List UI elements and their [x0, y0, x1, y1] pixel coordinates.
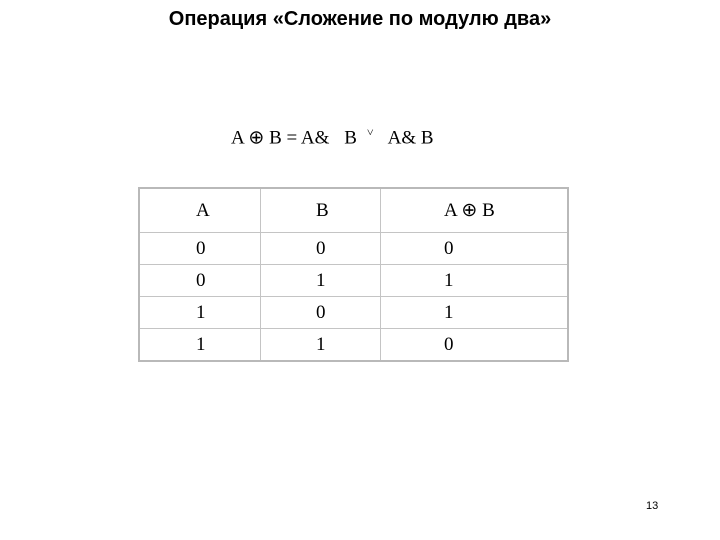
table-row	[139, 233, 568, 265]
table-cell: 1	[261, 329, 381, 362]
header-cell-a: A	[139, 188, 261, 233]
formula-lhs: A ⊕ B = A&	[231, 127, 335, 149]
table-cell: 1	[381, 265, 569, 297]
table-header-row	[139, 188, 568, 233]
formula-rhs: A& B	[387, 127, 434, 149]
truth-table	[138, 187, 569, 362]
table-cell: 0	[139, 265, 261, 297]
formula-mid: B	[344, 127, 357, 149]
xor-formula	[231, 125, 434, 149]
page-number: 13	[646, 500, 659, 512]
table-row	[139, 265, 568, 297]
table-cell: 0	[381, 329, 569, 362]
slide-title: Операция «Сложение по модулю два»	[168, 8, 552, 30]
table-cell: 1	[139, 329, 261, 362]
table-cell: 1	[261, 265, 381, 297]
table-cell: 0	[139, 233, 261, 265]
table-cell: 1	[139, 297, 261, 329]
table-cell: 0	[261, 233, 381, 265]
table-cell: 0	[261, 297, 381, 329]
table-cell: 0	[381, 233, 569, 265]
table-row	[139, 329, 568, 362]
header-cell-xor: A ⊕ B	[381, 188, 569, 233]
table-cell: 1	[381, 297, 569, 329]
header-cell-b: B	[261, 188, 381, 233]
table-row	[139, 297, 568, 329]
formula-or-symbol: ˅	[366, 125, 374, 139]
